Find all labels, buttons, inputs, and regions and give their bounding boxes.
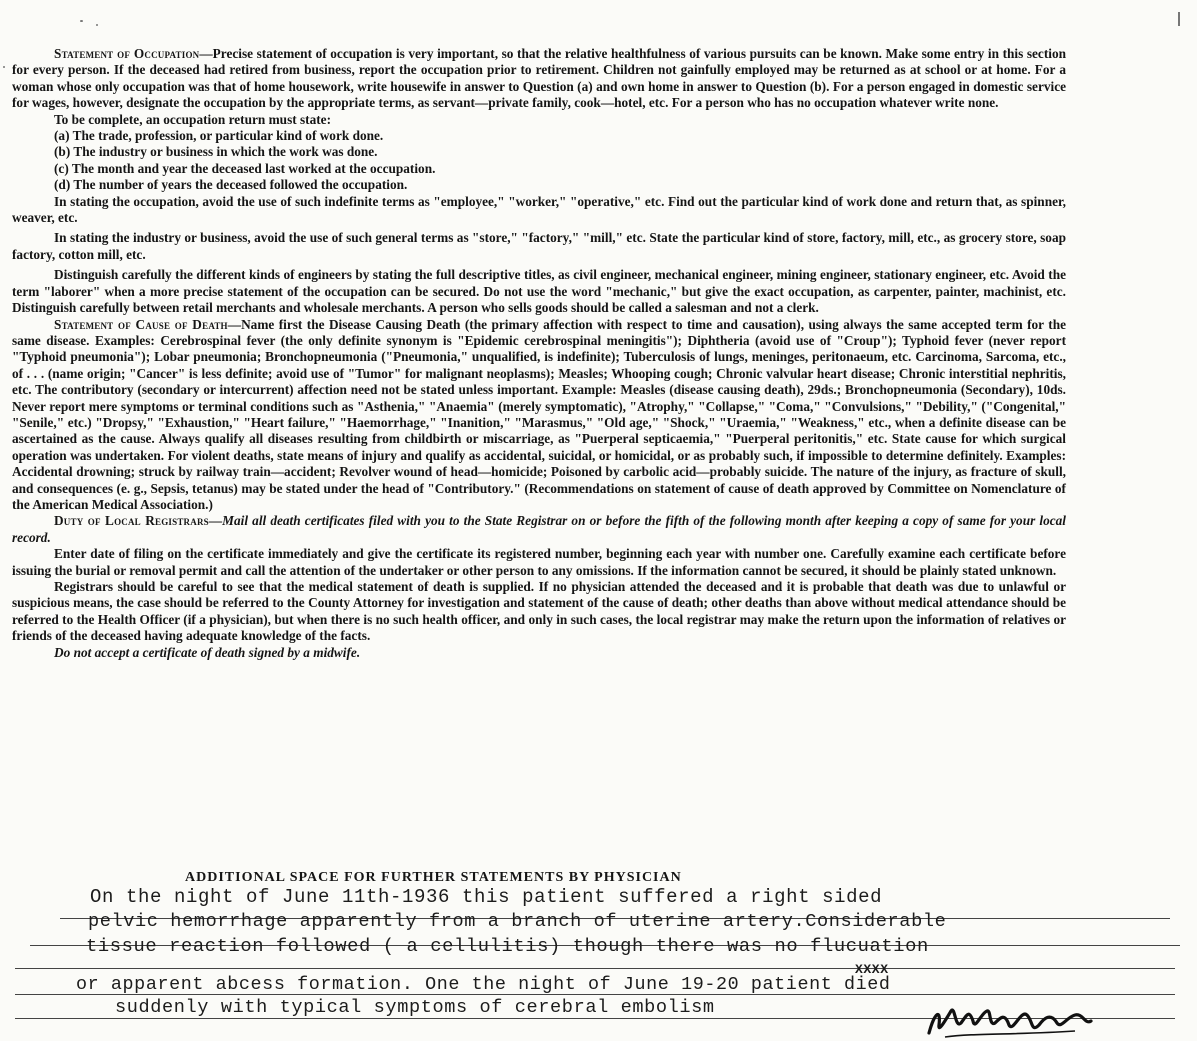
occupation-item-c: (c) The month and year the deceased last worked at the occupation. (54, 160, 436, 176)
occupation-item-d: (d) The number of years the deceased followed the occupation. (54, 177, 408, 193)
occupation-body: —Precise statement of occupation is very important, so that the relative healthfulness of various pursuits can be known. Make some entry in this section for every person. If the deceased had retired from business, report the occupation prior to retirement. Children not gainfully employed may be returned as at school or at home. For a woman whose only occupation was that of home housework, write housewife in answer to Question (a) and own home in answer to Question (b). For a person engaged in domestic service for wages, however, designate the occupation by the appropriate terms, as servant—private family, cook—hotel, etc. For a person who has no occupation whatever write none. (12, 46, 1067, 111)
scan-speck (1178, 12, 1180, 26)
cause-heading: Statement of Cause of Death (54, 316, 228, 332)
scan-speck (3, 66, 5, 68)
typed-line-2: pelvic hemorrhage apparently from a branch of uterine artery.Considerable (88, 911, 947, 932)
physician-signature (925, 1003, 1095, 1041)
registrars-heading: Duty of Local Registrars (54, 513, 209, 529)
additional-space-title: ADDITIONAL SPACE FOR FURTHER STATEMENTS BY PHYSICIAN (185, 870, 682, 885)
midwife-note: Do not accept a certificate of death signed by a midwife. (54, 644, 361, 660)
scan-speck (96, 24, 98, 26)
occupation-item-a: (a) The trade, profession, or particular kind of work done. (54, 128, 384, 144)
registrars-body: —Mail all death certificates filed with you to the State Registrar on or before the fifth of the following month after keeping a copy of same for your local record. (12, 513, 1067, 545)
registrars-filing-paragraph: Enter date of filing on the certificate immediately and give the certificate its registered number, beginning each year with number one. Carefully examine each certificate before issuing the burial or removal permit and call the attention of the undertaker or other person to any omissions. If the information cannot be secured, it should be plainly stated unknown. (12, 546, 1066, 578)
typed-line-1: On the night of June 11th-1936 this patient suffered a right sided (90, 886, 883, 908)
form-rule-3 (15, 968, 1175, 969)
occupation-item-b: (b) The industry or business in which the work was done. (54, 144, 378, 160)
scan-speck (80, 20, 83, 22)
occupation-heading: Statement of Occupation (54, 46, 200, 61)
cause-body: —Name first the Disease Causing Death (the primary affection with respect to time and causation), using always the same accepted term for the same disease. Examples: Cerebrospinal fever (the only definite synonym is "Epidemic cerebrospinal meningitis"); Diphtheria (avoid use of "Croup"); Typhoid fever (never report "Typhoid pneumonia"); Lobar pneumonia; Bronchopneumonia ("Pneumonia," unqualified, is indefinite); Tuberculosis of lungs, meninges, peritonaeum, etc. Carcinoma, Sarcoma, etc., of . . . (name origin; "Cancer" is less definite; avoid use of "Tumor" for malignant neoplasms); Measles; Whooping cough; Chronic valvular heart disease; Chronic interstitial nephritis, etc. The contributory (secondary or intercurrent) affection need not be stated unless important. Example: Measles (disease causing death), 29ds.; Bronchopneumonia (Secondary), 10ds. Never report mere symptoms or terminal conditions such as "Asthenia," "Anaemia" (merely symptomatic), "Atrophy," "Collapse," "Coma," "Convulsions," "Debility," ("Congenital," "Senile," etc.) "Dropsy," "Exhaustion," "Heart failure," "Haemorrhage," "Inanition," "Marasmus," "Old age," "Shock," "Uraemia," "Weakness," etc., when a definite disease can be ascertained as the cause. Always qualify all diseases resulting from childbirth or miscarriage, as "Puerperal septicaemia," "Puerperal peritonitis," etc. State cause for which surgical operation was undertaken. For violent deaths, state means of injury and qualify as accidental, suicidal, or homicidal, or as probably such, if impossible to determine definitely. Examples: Accidental drowning; struck by railway train—accident; Revolver wound of head—homicide; Poisoned by carbolic acid—probably suicide. The nature of the injury, as fracture of skull, and consequences (e. g., Sepsis, tetanus) may be stated under the head of "Contributory." (Recommendations on statement of cause of death approved by Committee on Nomenclature of the American Medical Association.) (12, 316, 1067, 512)
typed-line-4: or apparent abcess formation. One the night of June 19-20 patient died (76, 974, 891, 995)
struck-mark: XXXX (855, 962, 889, 977)
registrars-careful-paragraph: Registrars should be careful to see that the medical statement of death is supplied. If no physician attended the deceased and it is probable that death was due to unlawful or suspicious means, the case should be referred to the County Attorney for investigation and statement of the cause of death; other deaths than above without medical attendance should be referred to the Health Officer (if a physician), but when there is no such health officer, and only in such cases, the local registrar may make the return upon the information of relatives or friends of the deceased having adequate knowledge of the facts. (12, 579, 1066, 644)
typed-line-5: suddenly with typical symptoms of cerebral embolism (115, 997, 715, 1018)
occupation-industry-paragraph: In stating the industry or business, avoid the use of such general terms as "store," "factory," "mill," etc. State the particular kind of store, factory, mill, etc., as grocery store, soap factory, cotton mill, etc. (12, 230, 1066, 262)
typed-line-3: tissue reaction followed ( a cellulitis) though there was no flucuation (86, 935, 929, 957)
occupation-must-state: To be complete, an occupation return must state: (54, 111, 332, 127)
occupation-terms-paragraph: In stating the occupation, avoid the use of such indefinite terms as "employee," "worker," "operative," etc. Find out the particular kind of work done and return that, as spinner, weaver, etc. (12, 193, 1066, 226)
occupation-engineers-paragraph: Distinguish carefully the different kinds of engineers by stating the full descriptive titles, as civil engineer, mechanical engineer, mining engineer, stationary engineer, etc. Avoid the term "laborer" when a more precise statement of the occupation can be secured. Do not use the word "mechanic," but give the exact occupation, as carpenter, painter, machinist, etc. Distinguish carefully between retail merchants and wholesale merchants. A person who sells goods should be called a salesman and not a clerk. (12, 267, 1066, 316)
